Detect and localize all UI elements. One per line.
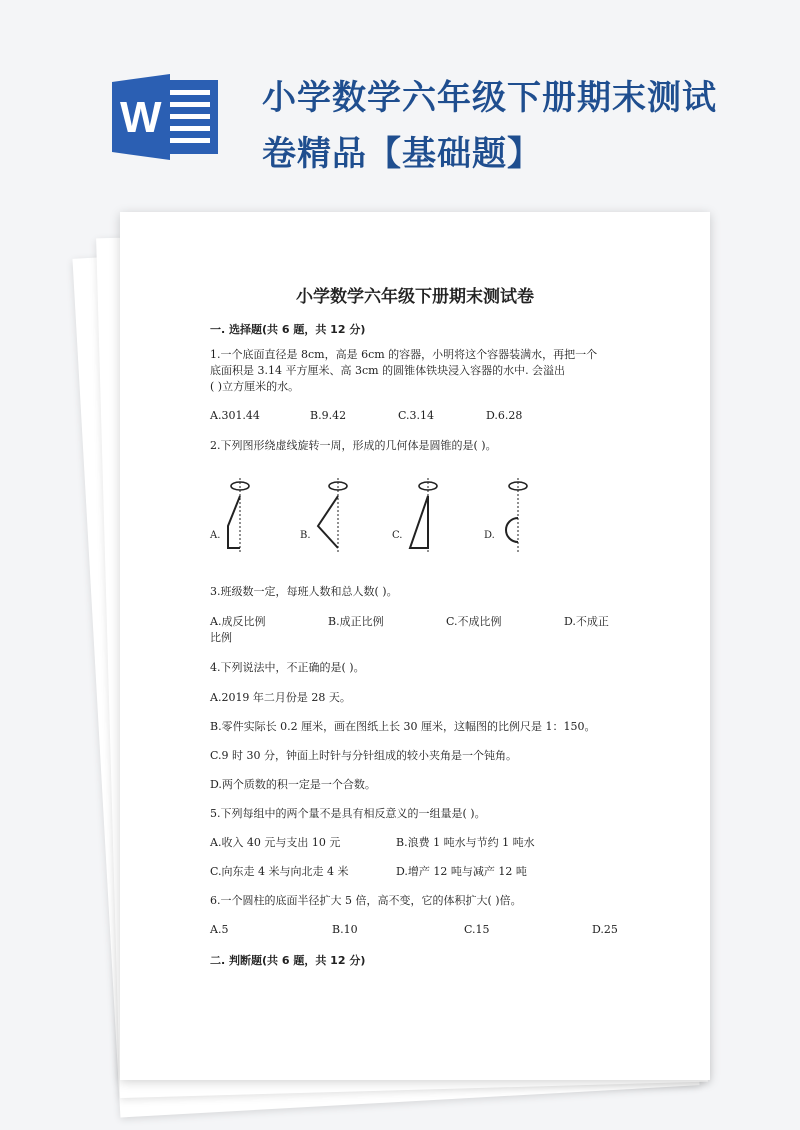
figure-b-triangle	[310, 476, 370, 556]
option-a: A.2019 年二月份是 28 天。	[210, 691, 351, 704]
section-heading: 二. 判断题(共 6 题，共 12 分)	[210, 954, 366, 967]
question-text: 5.下列每组中的两个量不是具有相反意义的一组量是( )。	[210, 807, 486, 820]
option-c: C.向东走 4 米与向北走 4 米	[210, 865, 349, 878]
section-heading: 一. 选择题(共 6 题，共 12 分)	[210, 323, 366, 336]
document-title: 小学数学六年级下册期末测试卷	[296, 287, 534, 307]
banner-title: 小学数学六年级下册期末测试卷精品【基础题】	[262, 78, 717, 174]
option-d: D.不成正	[564, 615, 609, 628]
question-text: ( )立方厘米的水。	[210, 380, 300, 393]
question-text: 2.下列图形绕虚线旋转一周，形成的几何体是圆锥的是( )。	[210, 439, 497, 452]
option-a: A.301.44	[210, 409, 260, 422]
question-text: 3.班级数一定，每班人数和总人数( )。	[210, 585, 398, 598]
option-b: B.9.42	[310, 409, 347, 422]
question-text: 底面积是 3.14 平方厘米、高 3cm 的圆锥体铁块浸入容器的水中. 会溢出	[210, 364, 566, 377]
question-text: 1.一个底面直径是 8cm，高是 6cm 的容器，小明将这个容器装满水，再把一个	[210, 348, 598, 361]
option-a: A.5	[210, 923, 229, 936]
option-d: D.6.28	[486, 409, 523, 422]
option-d: D.增产 12 吨与减产 12 吨	[396, 865, 527, 878]
option-b: B.10	[332, 923, 358, 936]
question-text: 4.下列说法中，不正确的是( )。	[210, 661, 365, 674]
figure-label-c: C.	[392, 530, 403, 541]
option-d: D.25	[592, 923, 618, 936]
option-d-continued: 比例	[210, 631, 232, 644]
document-page	[120, 212, 710, 1080]
logo-letter: W	[120, 93, 162, 142]
word-logo-icon	[112, 74, 222, 160]
figure-label-a: A.	[210, 530, 221, 541]
option-c: C.3.14	[398, 409, 435, 422]
figure-d-semicircle	[494, 476, 554, 556]
figure-c-right-triangle	[402, 476, 462, 556]
question-text: 6.一个圆柱的底面半径扩大 5 倍，高不变，它的体积扩大( )倍。	[210, 894, 522, 907]
option-b: B.成正比例	[328, 615, 384, 628]
option-c: C.9 时 30 分，钟面上时针与分针组成的较小夹角是一个钝角。	[210, 749, 518, 762]
option-b: B.零件实际长 0.2 厘米，画在图纸上长 30 厘米，这幅图的比例尺是 1：150。	[210, 720, 596, 733]
figure-label-b: B.	[300, 530, 311, 541]
option-c: C.不成比例	[446, 615, 502, 628]
figure-a-trapezoid	[220, 476, 280, 556]
figure-label-d: D.	[484, 530, 495, 541]
option-a: A.收入 40 元与支出 10 元	[210, 836, 341, 849]
option-a: A.成反比例	[210, 615, 266, 628]
option-c: C.15	[464, 923, 490, 936]
option-b: B.浪费 1 吨水与节约 1 吨水	[396, 836, 535, 849]
option-d: D.两个质数的积一定是一个合数。	[210, 778, 376, 791]
